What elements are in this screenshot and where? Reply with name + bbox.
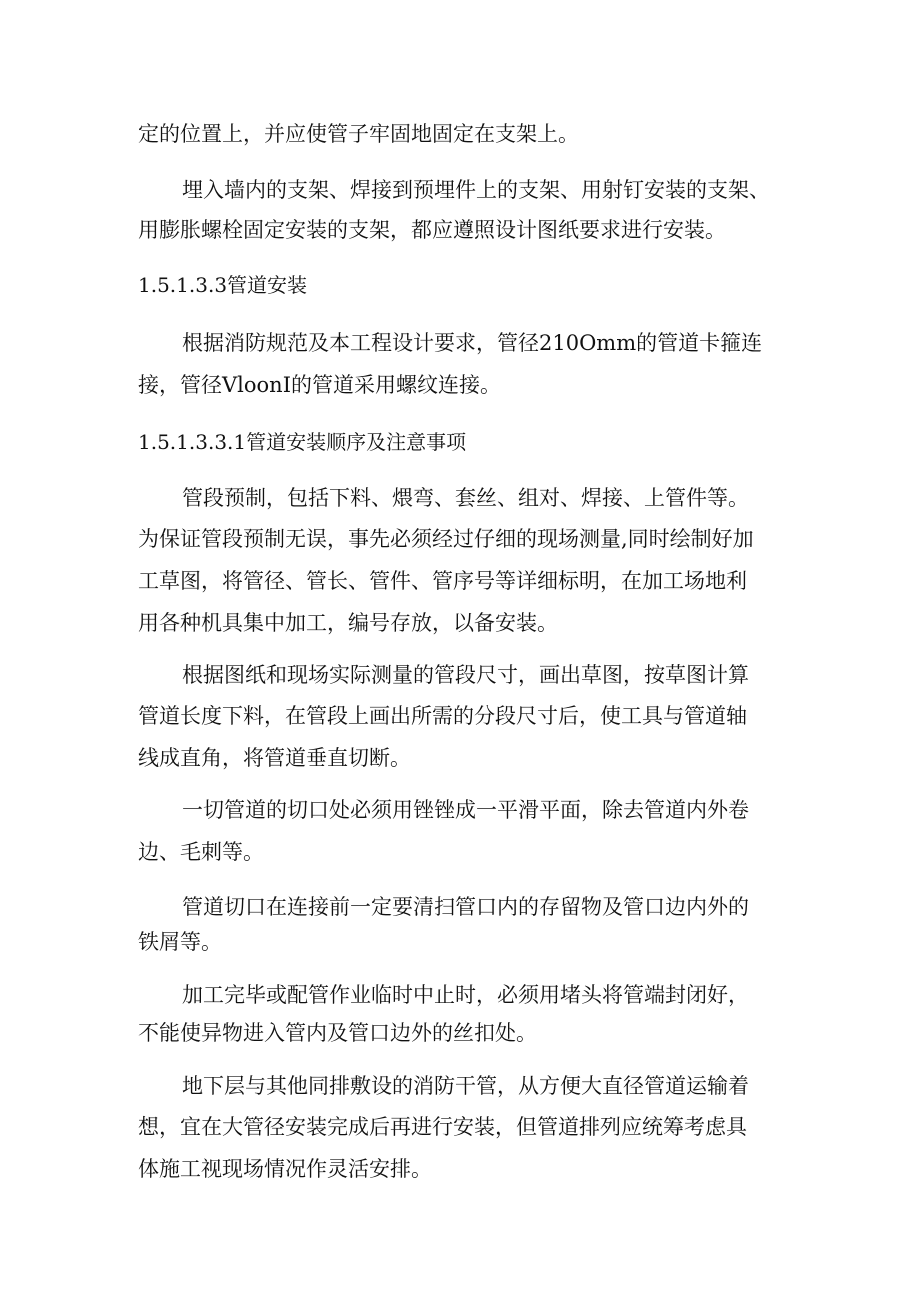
- paragraph-line: 管段预制，包括下料、煨弯、套丝、组对、焊接、上管件等。: [182, 486, 749, 510]
- section-heading: 1.5.1.3.3.1管道安装顺序及注意事项: [138, 430, 467, 454]
- paragraph-line: 用各种机具集中加工，编号存放，以备安装。: [138, 611, 558, 635]
- paragraph-line: 管道长度下料，在管段上画出所需的分段尺寸后，使工具与管道轴: [138, 704, 747, 728]
- paragraph-line: 工草图，将管径、管长、管件、管序号等详细标明，在加工场地利: [138, 569, 747, 593]
- paragraph-line: 接，管径VloonI的管道采用螺纹连接。: [138, 373, 501, 397]
- paragraph-line: 铁屑等。: [138, 930, 222, 954]
- paragraph-line: 管道切口在连接前一定要清扫管口内的存留物及管口边内外的: [182, 895, 749, 919]
- paragraph-line: 埋入墙内的支架、焊接到预埋件上的支架、用射钉安装的支架、: [182, 178, 770, 202]
- paragraph-line: 根据消防规范及本工程设计要求，管径210Omm的管道卡箍连: [182, 331, 763, 355]
- paragraph-line: 边、毛刺等。: [138, 840, 264, 864]
- paragraph-line: 根据图纸和现场实际测量的管段尺寸，画出草图，按草图计算: [182, 663, 749, 687]
- section-heading: 1.5.1.3.3管道安装: [138, 273, 308, 297]
- paragraph-line: 为保证管段预制无误，事先必须经过仔细的现场测量,同时绘制好加: [138, 527, 754, 551]
- paragraph-line: 一切管道的切口处必须用锉锉成一平滑平面，除去管道内外卷: [182, 798, 749, 822]
- paragraph-line: 想，宜在大管径安装完成后再进行安装，但管道排列应统筹考虑具: [138, 1115, 747, 1139]
- paragraph-line: 定的位置上，并应使管子牢固地固定在支架上。: [138, 122, 579, 146]
- paragraph-line: 不能使异物进入管内及管口边外的丝扣处。: [138, 1021, 537, 1045]
- paragraph-line: 线成直角，将管道垂直切断。: [138, 746, 411, 770]
- paragraph-line: 地下层与其他同排敷设的消防干管，从方便大直径管道运输着: [182, 1074, 749, 1098]
- paragraph-line: 加工完毕或配管作业临时中止时，必须用堵头将管端封闭好，: [182, 983, 749, 1007]
- paragraph-line: 用膨胀螺栓固定安装的支架，都应遵照设计图纸要求进行安装。: [138, 218, 726, 242]
- paragraph-line: 体施工视现场情况作灵活安排。: [138, 1157, 432, 1181]
